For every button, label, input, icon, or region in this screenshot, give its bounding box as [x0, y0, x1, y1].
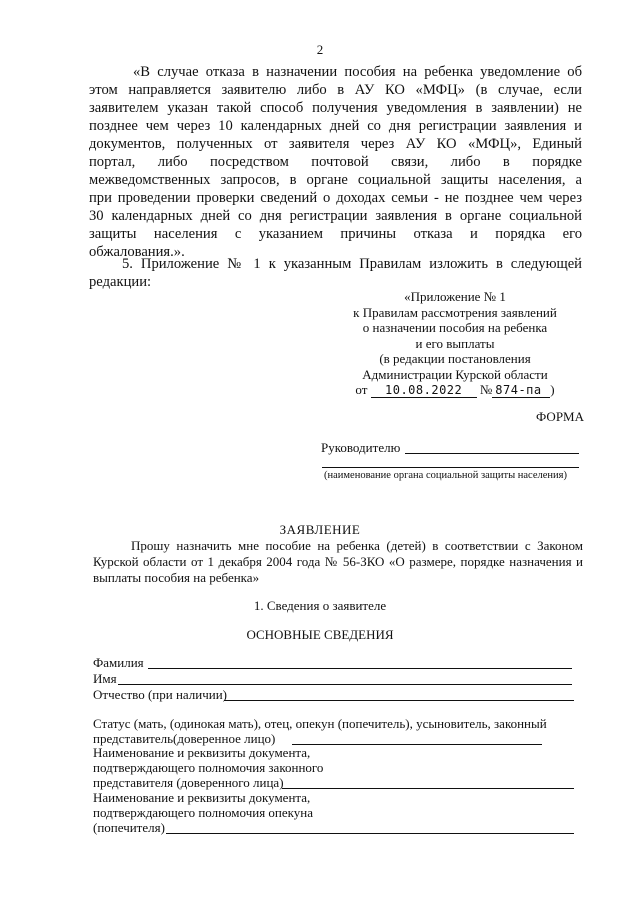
request-paragraph: [93, 538, 583, 586]
status-label-cont: представитель(доверенное лицо): [93, 731, 276, 746]
paragraph-line: документов, полученных от заявителя через АУ КО «МФЦ», Единый: [89, 136, 582, 152]
rep-doc-label-cont: подтверждающего полномочия законного: [93, 760, 324, 775]
paragraph-line: 5. Приложение № 1 к указанным Правилам изложить в следующей: [122, 256, 582, 272]
guardian-doc-input[interactable]: [166, 833, 574, 834]
appendix-line: о назначении пособия на ребенка: [362, 320, 548, 335]
request-line: Прошу назначить мне пособие на ребенка (детей) в соответствии с Законом: [131, 538, 583, 553]
paragraph-line: защиты населения с указанием причины отказа и порядка его: [89, 226, 582, 242]
appendix-date-line: [340, 382, 570, 398]
head-caption: (наименование органа социальной защиты населения): [324, 470, 567, 481]
section-1-title: 1. Сведения о заявителе: [253, 598, 387, 613]
name-label: Имя: [93, 671, 117, 686]
request-line: выплаты пособия на ребенка»: [93, 570, 260, 585]
paragraph-line: межведомственных запросов, в органе социальной защиты населения, а: [89, 172, 582, 188]
form-label: ФОРМА: [536, 409, 584, 424]
name-input[interactable]: [118, 684, 572, 685]
surname-label: Фамилия: [93, 655, 144, 670]
patronymic-label: Отчество (при наличии): [93, 687, 228, 702]
paragraph-line: портал, либо посредством почтовой связи, либо в порядке: [89, 154, 582, 170]
statement-title: ЗАЯВЛЕНИЕ: [279, 522, 361, 537]
date-prefix: от: [355, 382, 368, 397]
appendix-line: к Правилам рассмотрения заявлений: [353, 304, 557, 320]
appendix-line: «Приложение № 1: [404, 289, 506, 304]
guardian-doc-label-cont: (попечителя): [93, 820, 165, 835]
number-sign: №: [479, 382, 493, 397]
paragraph-line: этом направляется заявителю либо в АУ КО «МФЦ» (в случае, если: [89, 82, 582, 98]
resolution-date: 10.08.2022: [371, 384, 477, 398]
paragraph-line: редакции:: [89, 274, 152, 290]
guardian-doc-label-cont: подтверждающего полномочия опекуна: [93, 805, 314, 820]
guardian-doc-label: Наименование и реквизиты документа,: [93, 790, 311, 805]
paragraph-line: позднее чем через 10 календарных дней со дня регистрации заявления и: [89, 118, 582, 134]
paragraph-line: заявителем указан такой способ получения уведомления в заявлении) не: [89, 100, 582, 116]
appendix-line: (в редакции постановления: [379, 351, 531, 366]
resolution-number: 874-па: [492, 384, 550, 398]
paragraph-line: 30 календарных дней со дня регистрации заявления в органе социальной: [89, 208, 582, 224]
page-number: 2: [316, 42, 324, 57]
appendix-header: [340, 289, 570, 398]
request-line: Курской области от 1 декабря 2004 года № 56-ЗКО «О размере, порядке назначения и: [93, 554, 583, 569]
rep-doc-label-cont: представителя (доверенного лица): [93, 775, 284, 790]
authority-name-input[interactable]: [322, 467, 579, 468]
rep-doc-input[interactable]: [282, 788, 574, 789]
head-name-input[interactable]: [405, 453, 579, 454]
date-suffix: ): [550, 382, 555, 397]
rep-doc-label: Наименование и реквизиты документа,: [93, 745, 311, 760]
basic-info-title: ОСНОВНЫЕ СВЕДЕНИЯ: [246, 627, 394, 642]
amendment-paragraph: [89, 63, 582, 261]
status-input[interactable]: [292, 744, 542, 745]
patronymic-input[interactable]: [224, 700, 574, 701]
item-5-paragraph: [89, 255, 582, 291]
appendix-line: Администрации Курской области: [362, 366, 548, 382]
surname-input[interactable]: [148, 668, 572, 669]
paragraph-line: при проведении проверки сведений о доходах семьи - не позднее чем через: [89, 190, 582, 206]
paragraph-line: «В случае отказа в назначении пособия на ребенка уведомление об: [133, 64, 582, 80]
head-label: Руководителю: [321, 440, 401, 455]
appendix-line: и его выплаты: [415, 335, 495, 351]
paragraph-line: обжалования.».: [89, 244, 185, 260]
status-label: Статус (мать, (одинокая мать), отец, опекун (попечитель), усыновитель, законный: [93, 716, 547, 731]
